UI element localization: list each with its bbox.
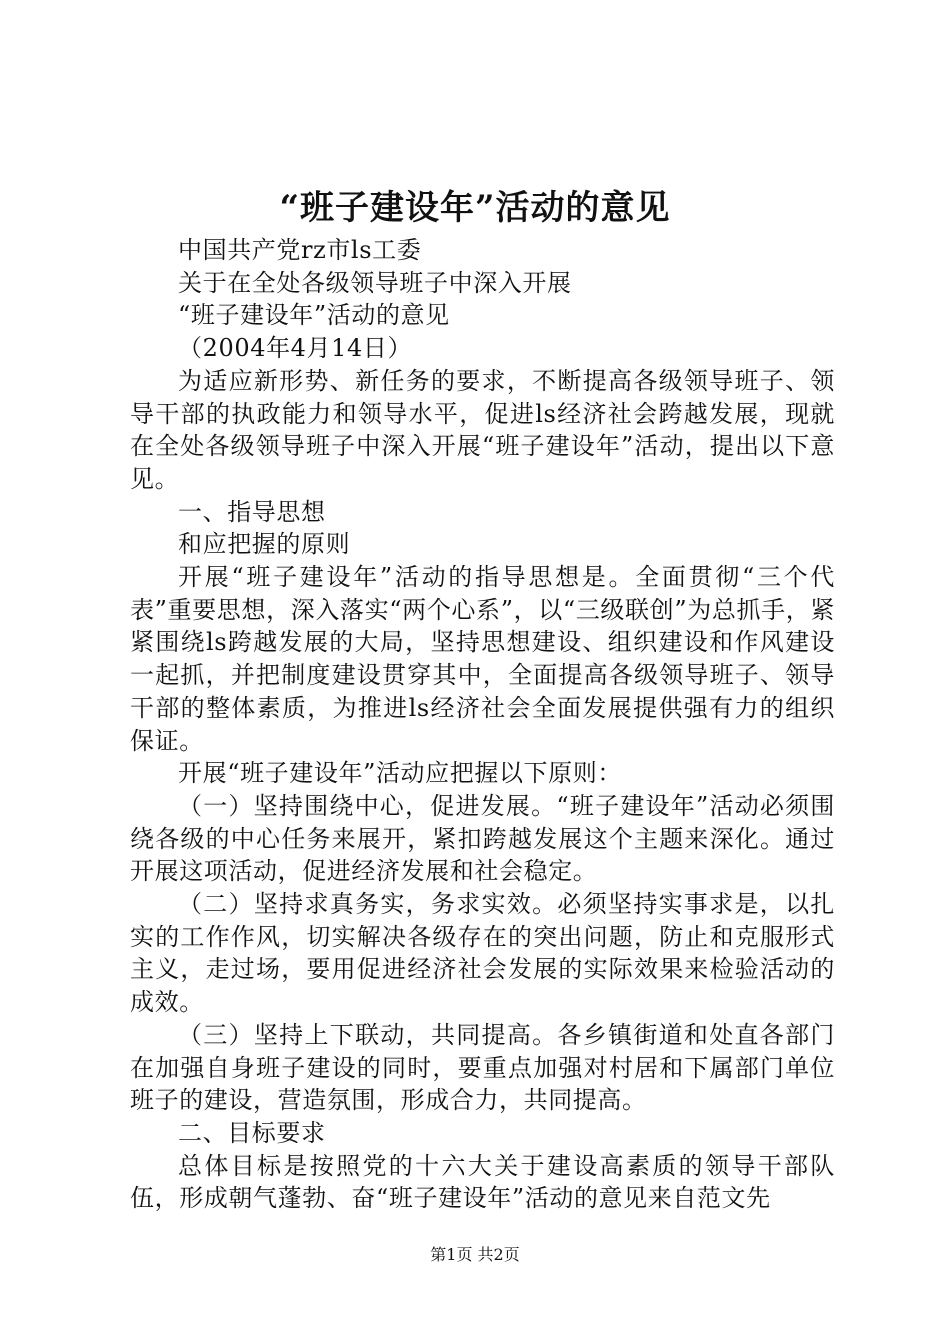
principle-1: （一）坚持围绕中心，促进发展。“班子建设年”活动必须围绕各级的中心任务来展开，紧扣跨越发展这个主题来深化。通过开展这项活动，促进经济发展和社会稳定。	[130, 791, 835, 886]
page-footer: 第1页 共2页	[430, 1245, 520, 1264]
intro-paragraph: 为适应新形势、新任务的要求，不断提高各级领导班子、领导干部的执政能力和领导水平，促进ls经济社会跨越发展，现就在全处各级领导班子中深入开展“班子建设年”活动，提出以下意见。	[130, 366, 835, 493]
principle-2: （二）坚持求真务实，务求实效。必须坚持实事求是，以扎实的工作作风，切实解决各级存在的突出问题，防止和克服形式主义，走过场，要用促进经济社会发展的实际效果来检验活动的成效。	[130, 890, 835, 1017]
document-body	[130, 234, 835, 1215]
section-heading-2: 二、目标要求	[178, 1118, 326, 1147]
guiding-thought-paragraph: 开展“班子建设年”活动的指导思想是。全面贯彻“三个代表”重要思想，深入落实“两个心系”，以“三级联创”为总抓手，紧紧围绕ls跨越发展的大局，坚持思想建设、组织建设和作风建设一起抓，并把制度建设贯穿其中，全面提高各级领导班子、领导干部的整体素质，为推进ls经济社会全面发展提供强有力的组织保证。	[130, 563, 835, 755]
issuer-line: 中国共产党rz市ls工委	[178, 236, 422, 264]
section-heading-1: 一、指导思想	[178, 497, 326, 526]
principle-3: （三）坚持上下联动，共同提高。各乡镇街道和处直各部门在加强自身班子建设的同时，要重点加强对村居和下属部门单位班子的建设，营造氛围，形成合力，共同提高。	[130, 1020, 835, 1115]
goals-paragraph: 总体目标是按照党的十六大关于建设高素质的领导干部队伍，形成朝气蓬勃、奋“班子建设年”活动的意见来自范文先	[130, 1151, 835, 1213]
section-heading-1-cont: 和应把握的原则	[178, 530, 351, 559]
document-title: “班子建设年”活动的意见	[279, 188, 671, 228]
subject-line-1: 关于在全处各级领导班子中深入开展	[178, 268, 572, 297]
subject-line-2: “班子建设年”活动的意见	[178, 301, 450, 330]
date-line: （2004年4月14日）	[178, 334, 413, 363]
principles-intro: 开展“班子建设年”活动应把握以下原则：	[178, 759, 622, 788]
